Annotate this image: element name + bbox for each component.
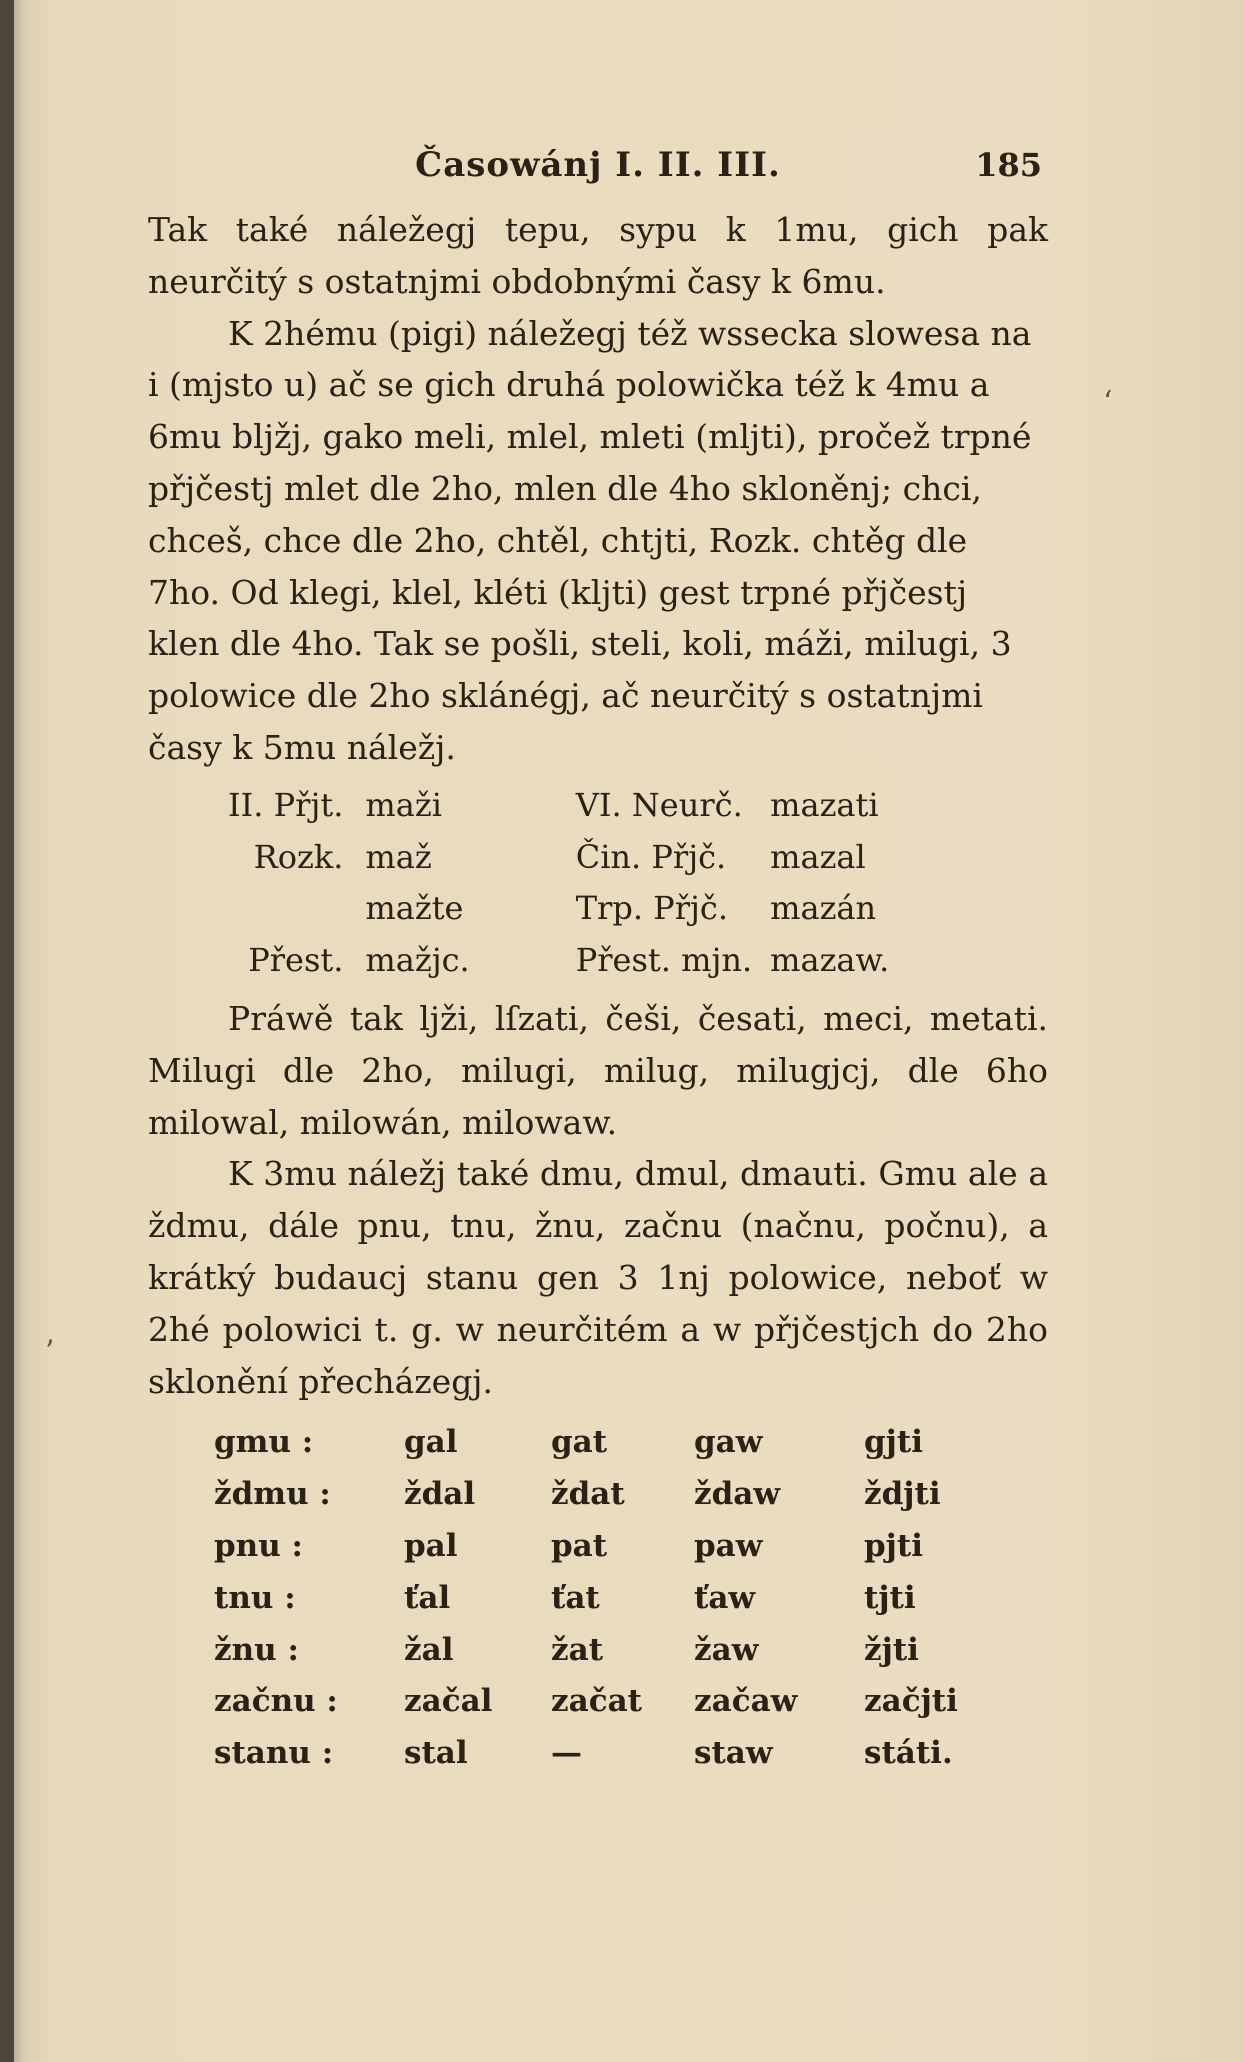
verb-form: pal [404, 1527, 458, 1564]
verb-form: žal [404, 1631, 454, 1668]
verb-form: paw [694, 1527, 763, 1564]
verb-form: — [551, 1735, 582, 1772]
conjugation-form: mažte [365, 889, 464, 928]
verb-form-headword: žnu : [214, 1631, 299, 1668]
spacer [488, 832, 576, 884]
verb-form: ždal [404, 1476, 476, 1513]
verb-form-headword: začnu : [214, 1683, 338, 1720]
verb-form: gal [404, 1424, 458, 1461]
running-title: Časowánj I. II. III. [415, 145, 781, 185]
verb-forms-table [214, 1417, 984, 1780]
verb-form: ťat [551, 1579, 600, 1616]
verb-form: žaw [694, 1631, 759, 1668]
verb-form: gat [551, 1424, 608, 1461]
verb-forms-row [214, 1728, 984, 1780]
conjugation-label: Přest. mjn. [575, 941, 753, 980]
verb-form: staw [694, 1735, 773, 1772]
paragraph: Tak také náležegj tepu, sypu k 1mu, gich pak neurčitý s ostatnjmi obdobnými časy k 6mu. [148, 210, 1048, 301]
ink-mark: ʻ [1103, 385, 1113, 420]
conjugation-form: mažjc. [365, 941, 470, 980]
verb-form: ždaw [694, 1476, 781, 1513]
conjugation-form: mazaw. [770, 941, 890, 980]
verb-form: státi. [864, 1735, 953, 1772]
verb-forms-row [214, 1676, 984, 1728]
conjugation-label [228, 883, 365, 935]
verb-form-headword: ždmu : [214, 1476, 331, 1513]
spacer [488, 883, 576, 935]
page-number: 185 [975, 146, 1042, 184]
verb-forms-row [214, 1417, 984, 1469]
conjugation-form: mazati [770, 785, 879, 824]
verb-form: žjti [864, 1631, 919, 1668]
conjugation-table [228, 780, 907, 987]
verb-forms-row [214, 1573, 984, 1625]
verb-forms-row [214, 1521, 984, 1573]
verb-form: stal [404, 1735, 468, 1772]
verb-form: gaw [694, 1424, 763, 1461]
spacer [488, 935, 576, 987]
verb-form-headword: pnu : [214, 1527, 303, 1564]
ink-mark: ʼ [44, 1335, 54, 1370]
verb-form-headword: tnu : [214, 1579, 296, 1616]
running-header [148, 140, 1048, 200]
verb-form: začal [404, 1683, 493, 1720]
paragraph: K 2hému (pigi) náležegj též wssecka slowesa na i (mjsto u) ač se gich druhá polowička též k 4mu a 6mu bljžj, gako meli, mlel, mleti (mljti), pročež trpné přjčestj mlet dle 2ho, mlen dle 4ho skloněnj; chci, chceš, chce dle 2ho, chtěl, chtjti, Rozk. chtěg dle 7ho. Od klegi, klel, kléti (kljti) gest trpné přjčestj klen dle 4ho. Tak se pošli, steli, koli, máži, milugi, 3 polowice dle 2ho sklánégj, ač neurčitý s ostatnjmi časy k 5mu náležj. [148, 313, 1032, 767]
verb-form: ťaw [694, 1579, 756, 1616]
verb-forms-row [214, 1469, 984, 1521]
page-content [148, 140, 1048, 1780]
verb-form: gjti [864, 1424, 923, 1461]
paragraph: Práwě tak ljži, lſzati, češi, česati, meci, metati. Milugi dle 2ho, milugi, milug, milugjcj, dle 6ho milowal, milowán, milowaw. [148, 998, 1048, 1142]
conjugation-form: mazán [770, 889, 877, 928]
verb-form: začaw [694, 1683, 798, 1720]
book-binding-edge [0, 0, 14, 2062]
paragraph: K 3mu náležj také dmu, dmul, dmauti. Gmu ale a ždmu, dále pnu, tnu, žnu, začnu (načnu, počnu), a krátký budaucj stanu gen 3 1nj polowice, neboť w 2hé polowici t. g. w neurčitém a w přjčestjch do 2ho sklonění přecházegj. [148, 1154, 1048, 1401]
conjugation-form: maži [365, 785, 442, 824]
verb-form: pjti [864, 1527, 923, 1564]
conjugation-label: Trp. Přjč. [575, 889, 729, 928]
verb-form: žat [551, 1631, 604, 1668]
conjugation-label: VI. Neurč. [575, 785, 743, 824]
spacer [488, 780, 576, 832]
verb-form: začat [551, 1683, 642, 1720]
conjugation-label: II. Přjt. [228, 785, 344, 824]
conjugation-label: Rozk. [253, 837, 344, 876]
conjugation-row [228, 935, 907, 987]
verb-forms-row [214, 1625, 984, 1677]
verb-form: pat [551, 1527, 608, 1564]
conjugation-label: Čin. Přjč. [575, 837, 727, 876]
conjugation-label: Přest. [248, 941, 344, 980]
verb-form: začjti [864, 1683, 958, 1720]
conjugation-form: mazal [770, 837, 866, 876]
verb-form: ťal [404, 1579, 451, 1616]
verb-form: ždjti [864, 1476, 941, 1513]
conjugation-row [228, 780, 907, 832]
conjugation-row [228, 832, 907, 884]
verb-form: tjti [864, 1579, 916, 1616]
conjugation-form: maž [365, 837, 432, 876]
verb-form: ždat [551, 1476, 625, 1513]
verb-form-headword: gmu : [214, 1424, 314, 1461]
conjugation-row [228, 883, 907, 935]
verb-form-headword: stanu : [214, 1735, 334, 1772]
